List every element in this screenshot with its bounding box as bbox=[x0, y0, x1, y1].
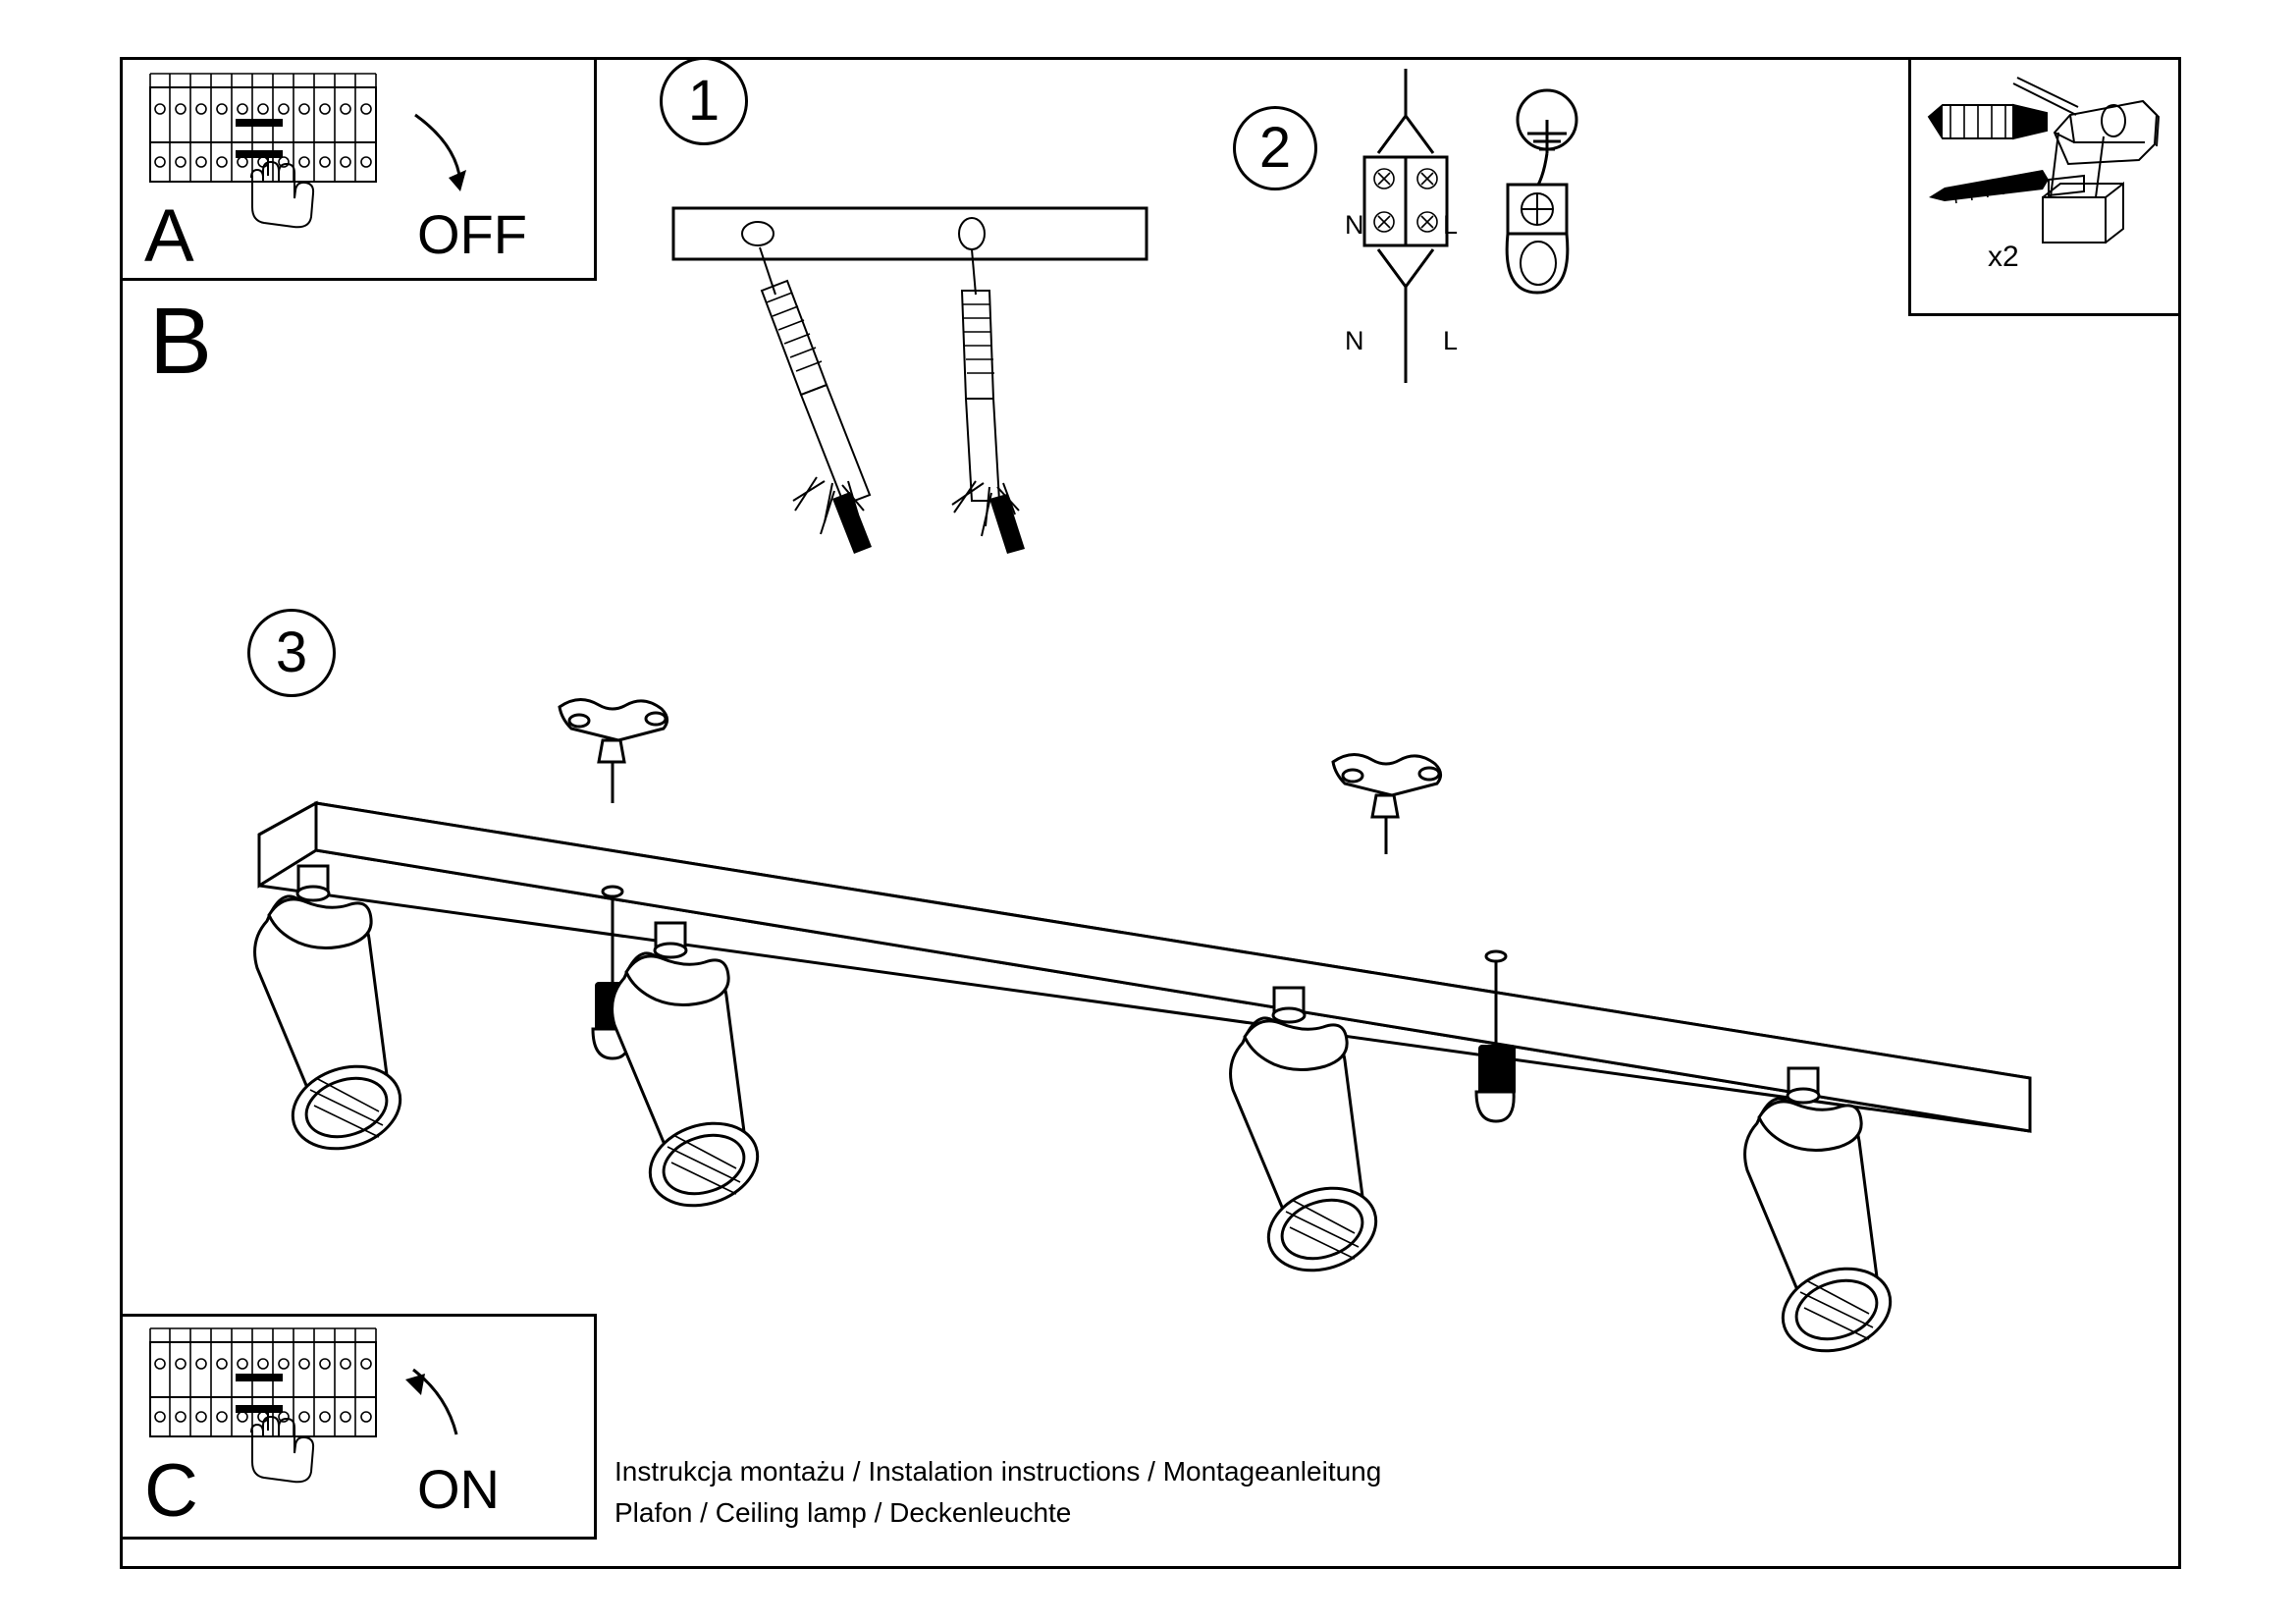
step-c-letter: C bbox=[144, 1449, 198, 1533]
step-c-box bbox=[120, 1314, 597, 1540]
mounting-bracket-right bbox=[1333, 754, 1441, 854]
arrow-up-curved-icon bbox=[405, 1370, 456, 1434]
arrow-down-curved-icon bbox=[415, 115, 466, 191]
earth-ground-symbol-icon bbox=[1518, 90, 1576, 192]
wiring-connection-illustration bbox=[1315, 69, 1649, 393]
tools-illustration bbox=[1911, 60, 2178, 313]
lamp-bar bbox=[259, 803, 2030, 1131]
tool-quantity-label: x2 bbox=[1988, 241, 2019, 273]
terminal-block-icon bbox=[1364, 69, 1447, 383]
footer-line-2: Plafon / Ceiling lamp / Deckenleuchte bbox=[614, 1497, 1072, 1528]
cable-clamp-icon bbox=[1507, 185, 1568, 293]
hand-pointing-icon bbox=[251, 1409, 313, 1482]
step-2-number: 2 bbox=[1233, 106, 1317, 190]
terminal-label-l-top: L bbox=[1443, 210, 1459, 240]
step-a-action-label: OFF bbox=[417, 203, 527, 265]
step-3-number: 3 bbox=[247, 609, 336, 697]
footer-line-1: Instrukcja montażu / Instalation instructions / Montageanleitung bbox=[614, 1456, 1382, 1487]
ceiling-lamp-four-spots-icon bbox=[245, 658, 2199, 1296]
step-1-number: 1 bbox=[660, 57, 748, 145]
terminal-label-n-top: N bbox=[1345, 210, 1364, 240]
wall-plug-icon bbox=[1929, 105, 2047, 138]
step-c-action-label: ON bbox=[417, 1458, 500, 1520]
step-b-letter: B bbox=[149, 289, 213, 394]
tools-box bbox=[1908, 57, 2181, 316]
power-drill-icon bbox=[2013, 78, 2159, 243]
mounting-bracket-left bbox=[560, 699, 667, 803]
spot-light-2 bbox=[613, 923, 769, 1218]
step-a-letter: A bbox=[144, 194, 194, 278]
spot-light-1 bbox=[255, 866, 411, 1162]
ceiling-plate-with-screws-icon bbox=[660, 187, 1170, 560]
footer-caption bbox=[614, 1451, 1381, 1534]
terminal-label-l-bottom: L bbox=[1443, 326, 1459, 355]
step-a-box bbox=[120, 57, 597, 281]
hand-pointing-icon bbox=[251, 154, 313, 227]
terminal-label-n-bottom: N bbox=[1345, 326, 1364, 355]
